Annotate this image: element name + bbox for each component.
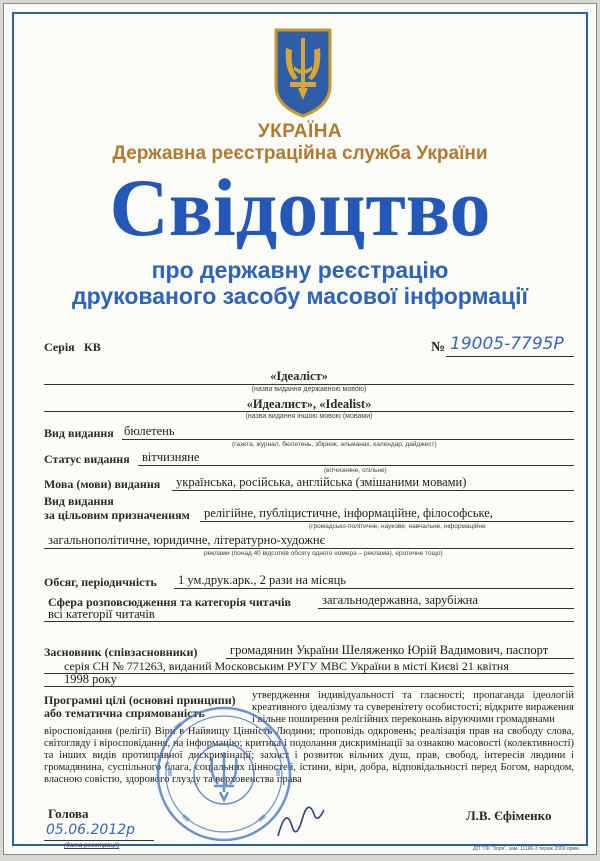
volume-label: Обсяг, періодичність [44,575,157,589]
state-name-caption: (назва видання державною мовою) [251,386,367,393]
type-underline [122,439,574,440]
founder-line-2: серія СН № 771263, виданий Московським РУГУ МВС України в місті Києві 21 квітня [64,659,509,673]
program-label-2: або тематична спрямованість [44,706,205,720]
volume-value: 1 ум.друк.арк., 2 рази на місяць [178,573,346,587]
other-name-caption: (назва видання іншою мовою (мовами) [245,413,373,420]
purpose-value-1: релігійне, публіцистичне, інформаційне, філософське, [204,506,493,520]
sphere-value-2: всі категорії читачів [48,607,155,621]
number-label: № [431,340,446,355]
head-label: Голова [48,806,89,821]
publication-name-other: «Идеалист», «Idealist» [246,397,372,411]
purpose-underline-2 [44,548,574,549]
program-label-1: Програмні цілі (основні принципи) [44,693,236,707]
program-right-text: утвердження індивідуальності та гласності; пропаганда ідеологій креативного ідеалізму та суверенітету особистості; відкрите вираження і вільне поширення релігійних переконань віруючими громадянами [252,690,574,725]
purpose-label-1: Вид видання [44,494,114,508]
status-label: Статус видання [44,452,130,466]
type-caption: (газета, журнал, бюлетень, збірник, альманах, календар, дайджест) [232,441,437,448]
founder-line-1: громадянин України Шеляженко Юрій Вадимович, паспорт [230,643,549,657]
name-underline-2 [44,411,574,412]
type-label: Вид видання [44,426,114,440]
head-name: Л.В. Єфіменко [466,808,552,823]
subtitle-line-1: про державну реєстрацію [151,257,449,283]
date-caption: (дата реєстрації) [64,842,120,849]
name-underline-1 [44,384,574,385]
country-heading: УКРАЇНА [257,121,343,142]
subtitle-line-2: друкованого засобу масової інформації [71,283,528,309]
certificate-page [3,3,597,855]
agency-heading: Державна реєстраційна служба України [112,143,488,164]
publication-name-ukrainian: «Ідеаліст» [270,369,328,383]
handwritten-signature-icon [272,784,332,844]
series-value: КВ [84,340,101,354]
program-full-text: віросповідання (релігії) Віри в Найвищу Цінність Людини; проповідь одкровень; реалізація прав на свободу слова, світогляду і віросповідання, на інформацію; критика і подолання дискримінації за ознакою масовості (колективності) та інших видів протиправної дискримінації; захист і розвиток вільних душ, прав, свобод, інтересів людини і громадянина, суспільного блага, соціальних цінностей, істини, віри, добра, відповідальності перед Богом, народом, власною совістю, здорового глузду та верховенства права [44,726,574,785]
number-underline [446,356,574,357]
sphere-underline-1 [318,608,574,609]
registration-number: 19005-7795Р [450,334,564,354]
language-value: українська, російська, англійська (змішаними мовами) [176,475,467,489]
purpose-caption-1: (громадсько-політичне, наукове, навчальне, інформаційне [309,523,486,530]
sphere-underline-2 [44,621,574,622]
purpose-caption-2: реклами (понад 40 відсотків обсягу одного номера – реклама), еротичне тощо) [204,550,443,557]
type-value: бюлетень [124,424,175,438]
sphere-label: Сфера розповсюдження та категорія читачів [48,595,291,609]
document-title: Свідоцтво [109,162,491,253]
status-caption: (вітчизняне, спільне) [324,467,387,474]
founder-label: Засновник (співзасновники) [44,645,198,659]
founder-line-3: 1998 року [64,672,117,686]
language-underline [172,490,574,491]
purpose-underline-1 [200,521,574,522]
status-value: вітчизняне [142,450,200,464]
series-label: Серія [44,340,75,354]
status-underline [138,465,574,466]
registration-date: 05.06.2012р [46,822,136,838]
volume-underline [174,588,574,589]
sphere-value-1: загальнодержавна, зарубіжна [322,593,478,607]
founder-underline-2 [44,673,574,674]
founder-underline-3 [44,686,574,687]
language-label: Мова (мови) видання [44,477,161,491]
purpose-value-2: загальнополітичне, юридичне, літературно-художнє [48,533,325,547]
trident-coat-of-arms-icon [272,26,334,118]
purpose-label-2: за цільовим призначенням [44,508,190,522]
date-underline [44,840,154,841]
printer-note: ДП "ПК "Зоря", зам. 11196-3 тираж 2000 прим. [473,846,580,852]
